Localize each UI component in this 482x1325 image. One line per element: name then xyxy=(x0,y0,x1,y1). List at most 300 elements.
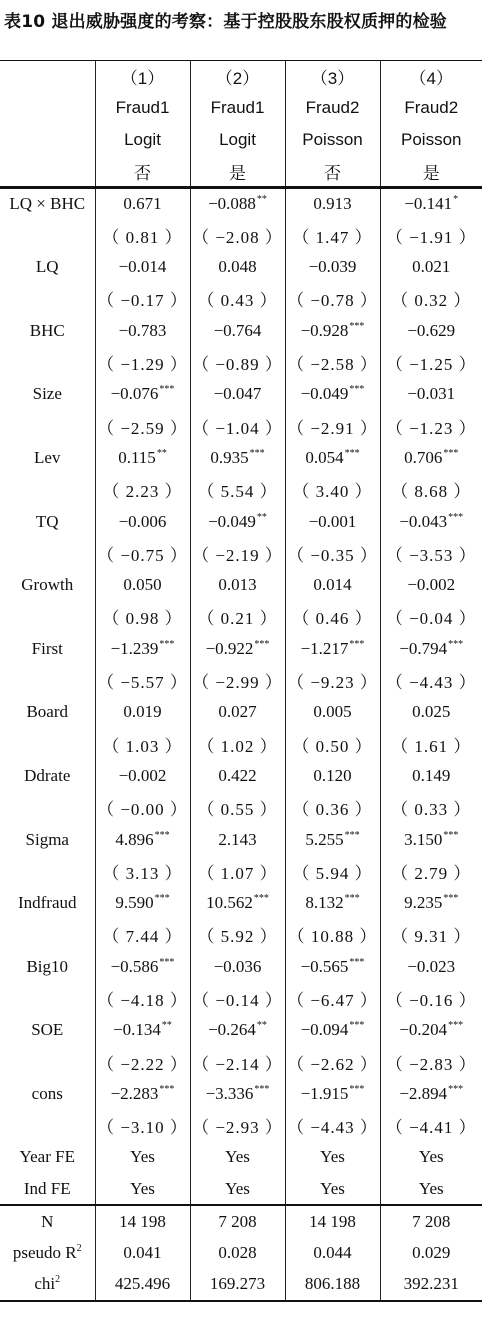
t-stat-cell: （ −4.41 ） xyxy=(380,1110,482,1142)
coef-cell xyxy=(190,887,285,919)
significance-stars: *** xyxy=(159,956,175,968)
significance-stars: *** xyxy=(448,1020,464,1032)
stat-label: pseudo R xyxy=(12,1242,77,1262)
variable-name: Sigma xyxy=(25,829,69,849)
coef-cell xyxy=(95,824,190,856)
coef-value: 0.054 xyxy=(305,447,344,467)
coef-value: −0.002 xyxy=(407,575,456,595)
coef-cell xyxy=(95,951,190,983)
stat-value: 425.496 xyxy=(95,1269,190,1301)
coef-row xyxy=(0,442,482,474)
coef-row xyxy=(0,633,482,665)
coef-value: 0.027 xyxy=(218,702,257,722)
coef-cell xyxy=(380,824,482,856)
coef-cell xyxy=(95,378,190,410)
dependent-var: Fraud2 xyxy=(380,92,482,124)
coef-value: −0.586 xyxy=(110,956,159,976)
significance-stars: *** xyxy=(443,447,459,459)
coef-value: −0.088 xyxy=(208,194,256,214)
stat-value: 14 198 xyxy=(285,1205,380,1237)
coef-cell xyxy=(285,506,380,538)
coef-value: 0.013 xyxy=(218,575,257,595)
variable-name-blank xyxy=(0,410,95,442)
variable-name-blank xyxy=(0,283,95,315)
coef-value: 0.048 xyxy=(218,257,257,277)
significance-stars: *** xyxy=(344,447,360,459)
coef-value: −0.001 xyxy=(308,511,357,531)
coef-value: −0.783 xyxy=(118,320,167,340)
t-stat-cell: （ −4.43 ） xyxy=(380,665,482,697)
t-stat-cell: （ −0.04 ） xyxy=(380,601,482,633)
stat-value: 7 208 xyxy=(190,1205,285,1237)
coef-value: −0.922 xyxy=(205,638,254,658)
coef-cell xyxy=(190,506,285,538)
coef-cell xyxy=(380,442,482,474)
stat-label: N xyxy=(41,1211,54,1231)
coef-value: −2.283 xyxy=(110,1083,159,1103)
coef-cell xyxy=(95,633,190,665)
fixed-effect-value: Yes xyxy=(95,1142,190,1174)
coef-row xyxy=(0,951,482,983)
fixed-effect-row xyxy=(0,1142,482,1174)
coef-cell xyxy=(95,251,190,283)
fixed-effect-value: Yes xyxy=(380,1173,482,1205)
model-number: （1） xyxy=(95,61,190,93)
coef-value: 0.935 xyxy=(210,447,249,467)
coef-value: −3.336 xyxy=(205,1083,254,1103)
stat-name xyxy=(0,1269,95,1301)
coef-cell xyxy=(190,1078,285,1110)
coef-value: 0.671 xyxy=(123,194,162,214)
coef-value: 9.235 xyxy=(404,893,443,913)
t-stat-row xyxy=(0,1110,482,1142)
variable-name: SOE xyxy=(31,1020,64,1040)
coef-value: 9.590 xyxy=(115,893,154,913)
coef-cell xyxy=(190,569,285,601)
stat-row xyxy=(0,1237,482,1269)
variable-name: Size xyxy=(32,384,62,404)
t-stat-cell: （ 0.55 ） xyxy=(190,792,285,824)
coef-cell xyxy=(95,315,190,347)
variable-name-blank xyxy=(0,728,95,760)
coef-row xyxy=(0,315,482,347)
stat-value: 0.028 xyxy=(190,1237,285,1269)
significance-stars: *** xyxy=(349,956,365,968)
coef-row xyxy=(0,1078,482,1110)
stat-row xyxy=(0,1205,482,1237)
coef-cell xyxy=(380,1014,482,1046)
t-stat-cell: （ −0.75 ） xyxy=(95,537,190,569)
variable-name-blank xyxy=(0,1046,95,1078)
header-corner xyxy=(0,61,95,93)
coef-cell xyxy=(190,1014,285,1046)
t-stat-cell: （ −2.19 ） xyxy=(190,537,285,569)
significance-stars: *** xyxy=(249,447,265,459)
t-stat-cell: （ −3.53 ） xyxy=(380,537,482,569)
dependent-var: Fraud1 xyxy=(95,92,190,124)
coef-cell xyxy=(95,1078,190,1110)
coef-cell xyxy=(190,315,285,347)
coef-cell xyxy=(95,760,190,792)
t-stat-cell: （ −0.16 ） xyxy=(380,983,482,1015)
coef-cell xyxy=(285,760,380,792)
t-stat-cell: （ 5.94 ） xyxy=(285,855,380,887)
significance-stars: *** xyxy=(349,1083,365,1095)
coef-cell xyxy=(380,760,482,792)
coef-cell xyxy=(190,951,285,983)
stat-value: 392.231 xyxy=(380,1269,482,1301)
coef-cell xyxy=(380,633,482,665)
significance-stars: *** xyxy=(154,829,170,841)
t-stat-cell: （ 0.46 ） xyxy=(285,601,380,633)
coef-row xyxy=(0,506,482,538)
coef-cell xyxy=(285,824,380,856)
coef-row xyxy=(0,824,482,856)
t-stat-cell: （ −4.18 ） xyxy=(95,983,190,1015)
coef-value: 3.150 xyxy=(404,829,443,849)
coef-cell xyxy=(95,569,190,601)
t-stat-cell: （ −2.99 ） xyxy=(190,665,285,697)
coef-value: −0.134 xyxy=(113,1020,161,1040)
coef-cell xyxy=(380,315,482,347)
coef-cell xyxy=(285,887,380,919)
coef-value: −0.043 xyxy=(399,511,448,531)
coef-cell xyxy=(380,251,482,283)
coef-row xyxy=(0,760,482,792)
t-stat-cell: （ −5.57 ） xyxy=(95,665,190,697)
coef-value: −0.049 xyxy=(208,511,256,531)
coef-cell xyxy=(380,1078,482,1110)
t-stat-cell: （ −9.23 ） xyxy=(285,665,380,697)
coef-value: 0.005 xyxy=(313,702,352,722)
t-stat-cell: （ −0.17 ） xyxy=(95,283,190,315)
stat-label: chi xyxy=(34,1274,56,1294)
pledge-flag: 否 xyxy=(95,156,190,188)
variable-name: Indfraud xyxy=(17,893,77,913)
coef-value: 0.050 xyxy=(123,575,162,595)
t-stat-cell: （ −0.00 ） xyxy=(95,792,190,824)
coef-value: −0.565 xyxy=(300,956,349,976)
significance-stars: ** xyxy=(156,447,167,459)
coef-value: −1.217 xyxy=(300,638,349,658)
t-stat-cell: （ 0.98 ） xyxy=(95,601,190,633)
variable-name-blank xyxy=(0,601,95,633)
t-stat-cell: （ −2.91 ） xyxy=(285,410,380,442)
coef-value: 8.132 xyxy=(305,893,344,913)
dependent-var: Fraud2 xyxy=(285,92,380,124)
significance-stars: *** xyxy=(344,829,360,841)
coef-cell xyxy=(285,569,380,601)
variable-name-blank xyxy=(0,983,95,1015)
t-stat-cell: （ −2.59 ） xyxy=(95,410,190,442)
t-stat-cell: （ 8.68 ） xyxy=(380,474,482,506)
t-stat-row xyxy=(0,283,482,315)
coef-value: 0.025 xyxy=(412,702,451,722)
t-stat-cell: （ −2.22 ） xyxy=(95,1046,190,1078)
variable-name: Growth xyxy=(21,575,74,595)
coef-cell xyxy=(380,188,482,220)
stat-label-superscript: 2 xyxy=(76,1242,82,1254)
coef-value: 2.143 xyxy=(218,829,257,849)
t-stat-cell: （ 1.03 ） xyxy=(95,728,190,760)
coef-value: −0.023 xyxy=(407,956,456,976)
coef-cell xyxy=(285,1014,380,1046)
coef-cell xyxy=(285,315,380,347)
t-stat-cell: （ 1.61 ） xyxy=(380,728,482,760)
t-stat-cell: （ 5.92 ） xyxy=(190,919,285,951)
stat-value: 0.029 xyxy=(380,1237,482,1269)
pledge-flag: 是 xyxy=(190,156,285,188)
fixed-effect-value: Yes xyxy=(190,1142,285,1174)
t-stat-row xyxy=(0,792,482,824)
coef-cell xyxy=(380,506,482,538)
method: Poisson xyxy=(380,124,482,156)
t-stat-cell: （ 0.33 ） xyxy=(380,792,482,824)
coef-value: 4.896 xyxy=(115,829,154,849)
coef-cell xyxy=(190,633,285,665)
significance-stars: *** xyxy=(448,1083,464,1095)
t-stat-cell: （ 1.07 ） xyxy=(190,855,285,887)
coef-value: −1.915 xyxy=(300,1083,349,1103)
significance-stars: ** xyxy=(256,194,267,206)
t-stat-cell: （ −1.29 ） xyxy=(95,347,190,379)
fixed-effect-value: Yes xyxy=(285,1142,380,1174)
model-number: （4） xyxy=(380,61,482,93)
t-stat-row xyxy=(0,347,482,379)
coef-cell xyxy=(285,378,380,410)
stat-value: 14 198 xyxy=(95,1205,190,1237)
model-number: （3） xyxy=(285,61,380,93)
stat-value: 806.188 xyxy=(285,1269,380,1301)
stat-value: 169.273 xyxy=(190,1269,285,1301)
significance-stars: ** xyxy=(161,1020,172,1032)
fixed-effect-name: Year FE xyxy=(19,1147,75,1167)
t-stat-cell: （ −3.10 ） xyxy=(95,1110,190,1142)
coef-value: −0.031 xyxy=(407,384,456,404)
variable-name-blank xyxy=(0,347,95,379)
significance-stars: *** xyxy=(159,384,175,396)
variable-name: Board xyxy=(26,702,69,722)
variable-name: Ddrate xyxy=(24,765,71,785)
coef-row xyxy=(0,188,482,220)
fixed-effect-value: Yes xyxy=(380,1142,482,1174)
stat-name xyxy=(0,1237,95,1269)
table-header xyxy=(0,61,482,188)
coef-cell xyxy=(285,696,380,728)
coef-cell xyxy=(285,188,380,220)
coef-cell xyxy=(285,1078,380,1110)
t-stat-row xyxy=(0,855,482,887)
coef-value: 0.706 xyxy=(404,447,443,467)
coef-cell xyxy=(95,887,190,919)
t-stat-cell: （ −2.08 ） xyxy=(190,219,285,251)
coef-row xyxy=(0,251,482,283)
coef-value: −0.141 xyxy=(404,194,453,214)
coef-value: −0.204 xyxy=(399,1020,448,1040)
coef-row xyxy=(0,887,482,919)
variable-name-blank xyxy=(0,1110,95,1142)
coef-value: −0.076 xyxy=(110,384,159,404)
significance-stars: *** xyxy=(159,638,175,650)
significance-stars: *** xyxy=(159,1083,175,1095)
coef-cell xyxy=(190,696,285,728)
t-stat-cell: （ 9.31 ） xyxy=(380,919,482,951)
stat-row xyxy=(0,1269,482,1301)
t-stat-cell: （ 2.79 ） xyxy=(380,855,482,887)
coef-row xyxy=(0,569,482,601)
significance-stars: *** xyxy=(443,893,459,905)
coef-value: −0.002 xyxy=(118,765,167,785)
t-stat-cell: （ 0.50 ） xyxy=(285,728,380,760)
header-row-model-numbers xyxy=(0,61,482,93)
coef-cell xyxy=(380,951,482,983)
significance-stars: *** xyxy=(344,893,360,905)
coef-cell xyxy=(380,696,482,728)
variable-name-blank xyxy=(0,665,95,697)
coef-cell xyxy=(190,824,285,856)
significance-stars: *** xyxy=(349,384,365,396)
coef-value: 5.255 xyxy=(305,829,344,849)
significance-stars: *** xyxy=(254,1083,270,1095)
variable-name: cons xyxy=(31,1083,63,1103)
coef-cell xyxy=(285,442,380,474)
coef-value: −0.094 xyxy=(300,1020,349,1040)
coef-cell xyxy=(95,1014,190,1046)
fixed-effect-value: Yes xyxy=(190,1173,285,1205)
t-stat-cell: （ 0.36 ） xyxy=(285,792,380,824)
coef-value: 0.913 xyxy=(313,194,352,214)
t-stat-cell: （ 1.47 ） xyxy=(285,219,380,251)
significance-stars: *** xyxy=(349,320,365,332)
t-stat-row xyxy=(0,601,482,633)
coef-row xyxy=(0,696,482,728)
coef-value: −0.264 xyxy=(208,1020,256,1040)
t-stat-cell: （ 0.81 ） xyxy=(95,219,190,251)
coef-value: 0.422 xyxy=(218,765,257,785)
coef-value: −0.047 xyxy=(213,384,262,404)
coef-row xyxy=(0,1014,482,1046)
t-stat-cell: （ 0.21 ） xyxy=(190,601,285,633)
variable-name: Lev xyxy=(34,447,61,467)
t-stat-cell: （ 10.88 ） xyxy=(285,919,380,951)
regression-table xyxy=(0,60,482,1302)
t-stat-cell: （ −1.23 ） xyxy=(380,410,482,442)
coef-cell xyxy=(380,378,482,410)
variable-name: First xyxy=(31,638,63,658)
coef-cell xyxy=(285,951,380,983)
t-stat-row xyxy=(0,665,482,697)
t-stat-cell: （ 3.13 ） xyxy=(95,855,190,887)
t-stat-row xyxy=(0,1046,482,1078)
significance-stars: *** xyxy=(448,638,464,650)
fixed-effect-row xyxy=(0,1173,482,1205)
coef-cell xyxy=(190,251,285,283)
coef-value: −1.239 xyxy=(110,638,159,658)
method: Logit xyxy=(95,124,190,156)
variable-name-blank xyxy=(0,219,95,251)
coef-value: 0.149 xyxy=(412,765,451,785)
t-stat-cell: （ 5.54 ） xyxy=(190,474,285,506)
coef-cell xyxy=(190,378,285,410)
stat-label-superscript: 2 xyxy=(55,1274,61,1286)
coef-row xyxy=(0,378,482,410)
table-body xyxy=(0,188,482,1301)
coef-value: −0.764 xyxy=(213,320,262,340)
significance-stars: ** xyxy=(256,1020,267,1032)
t-stat-cell: （ −4.43 ） xyxy=(285,1110,380,1142)
variable-name-blank xyxy=(0,792,95,824)
table-caption: 表10 退出威胁强度的考察：基于控股股东股权质押的检验 xyxy=(4,12,447,32)
t-stat-row xyxy=(0,537,482,569)
significance-stars: *** xyxy=(349,638,365,650)
t-stat-cell: （ −2.93 ） xyxy=(190,1110,285,1142)
t-stat-cell: （ −1.91 ） xyxy=(380,219,482,251)
coef-value: −0.794 xyxy=(399,638,448,658)
coef-cell xyxy=(190,442,285,474)
t-stat-cell: （ −0.14 ） xyxy=(190,983,285,1015)
significance-stars: * xyxy=(453,194,459,206)
t-stat-cell: （ −0.89 ） xyxy=(190,347,285,379)
t-stat-cell: （ −2.14 ） xyxy=(190,1046,285,1078)
variable-name-blank xyxy=(0,919,95,951)
coef-value: 0.021 xyxy=(412,257,451,277)
t-stat-row xyxy=(0,474,482,506)
significance-stars: ** xyxy=(256,511,267,523)
stat-value: 0.044 xyxy=(285,1237,380,1269)
significance-stars: *** xyxy=(443,829,459,841)
coef-value: −0.629 xyxy=(407,320,456,340)
t-stat-cell: （ 7.44 ） xyxy=(95,919,190,951)
model-number: （2） xyxy=(190,61,285,93)
header-row-pledge xyxy=(0,156,482,188)
variable-name: Big10 xyxy=(26,956,69,976)
variable-name: TQ xyxy=(35,511,59,531)
t-stat-row xyxy=(0,919,482,951)
coef-value: 10.562 xyxy=(206,893,253,913)
dependent-var: Fraud1 xyxy=(190,92,285,124)
coef-value: 0.115 xyxy=(118,447,156,467)
coef-value: −0.039 xyxy=(308,257,357,277)
significance-stars: *** xyxy=(349,1020,365,1032)
header-row-methods xyxy=(0,124,482,156)
significance-stars: *** xyxy=(253,893,269,905)
fixed-effect-value: Yes xyxy=(285,1173,380,1205)
variable-name-blank xyxy=(0,855,95,887)
coef-value: 0.019 xyxy=(123,702,162,722)
header-row-dependent-vars xyxy=(0,92,482,124)
t-stat-row xyxy=(0,728,482,760)
significance-stars: *** xyxy=(448,511,464,523)
t-stat-cell: （ 0.43 ） xyxy=(190,283,285,315)
t-stat-cell: （ −2.58 ） xyxy=(285,347,380,379)
coef-value: −0.928 xyxy=(300,320,349,340)
t-stat-cell: （ −0.35 ） xyxy=(285,537,380,569)
variable-name-blank xyxy=(0,537,95,569)
t-stat-cell: （ 3.40 ） xyxy=(285,474,380,506)
variable-name: LQ × BHC xyxy=(0,188,95,220)
coef-cell xyxy=(95,188,190,220)
pledge-flag: 否 xyxy=(285,156,380,188)
significance-stars: *** xyxy=(254,638,270,650)
fixed-effect-value: Yes xyxy=(95,1173,190,1205)
variable-name-blank xyxy=(0,474,95,506)
coef-cell xyxy=(95,442,190,474)
t-stat-row xyxy=(0,219,482,251)
t-stat-cell: （ 2.23 ） xyxy=(95,474,190,506)
stat-value: 7 208 xyxy=(380,1205,482,1237)
coef-value: −0.006 xyxy=(118,511,167,531)
t-stat-cell: （ −0.78 ） xyxy=(285,283,380,315)
